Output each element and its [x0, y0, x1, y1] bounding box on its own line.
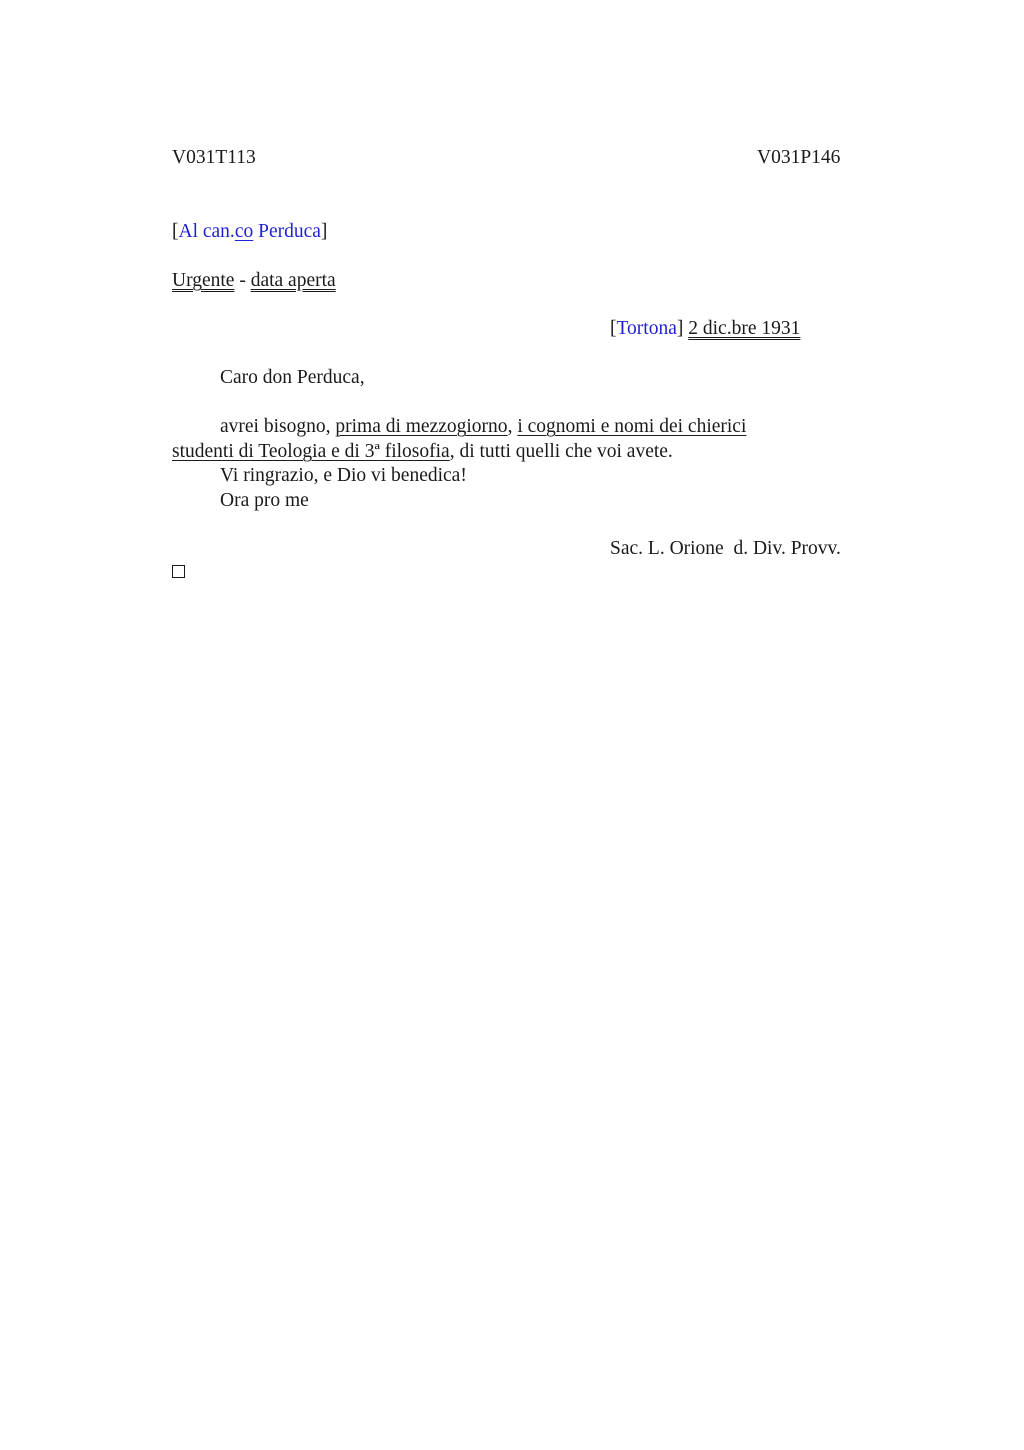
dateline	[610, 317, 800, 341]
body-line-1	[220, 415, 746, 439]
document-code-right: V031P146	[757, 147, 841, 168]
body-line-3: Vi ringrazio, e Dio vi benedica!	[220, 465, 467, 486]
document-code-left: V031T113	[172, 147, 256, 168]
recipient-title: Al can.	[178, 221, 235, 242]
body-line-2	[172, 440, 673, 464]
recipient-bracket-close: ]	[320, 221, 328, 242]
body-underlined-text: i cognomi e nomi dei chierici	[517, 416, 747, 437]
recipient-bracket-open: [	[172, 221, 179, 242]
dateline-bracket-close: ]	[676, 318, 689, 339]
body-line-4: Ora pro me	[220, 490, 309, 511]
body-underlined-text: studenti di Teologia e di 3ª filosofia	[172, 441, 450, 462]
recipient-line	[172, 220, 327, 244]
body-text: avrei bisogno,	[220, 416, 336, 437]
dateline-place: Tortona	[616, 318, 677, 339]
recipient-title-abbrev: co	[234, 221, 254, 242]
recipient-name: Perduca	[253, 221, 321, 242]
body-text: ,	[507, 416, 518, 437]
urgency-separator: -	[234, 270, 251, 291]
end-of-document-square-icon	[172, 565, 185, 578]
signature: Sac. L. Orione d. Div. Provv.	[610, 538, 841, 559]
open-date-label: data aperta	[250, 270, 336, 291]
urgency-note	[172, 269, 336, 293]
body-text: , di tutti quelli che voi avete.	[449, 441, 673, 462]
dateline-bracket-open: [	[610, 318, 617, 339]
urgent-label: Urgente	[172, 270, 235, 291]
dateline-date: 2 dic.bre 1931	[688, 318, 801, 339]
body-underlined-text: prima di mezzogiorno	[335, 416, 508, 437]
salutation: Caro don Perduca,	[220, 367, 365, 388]
